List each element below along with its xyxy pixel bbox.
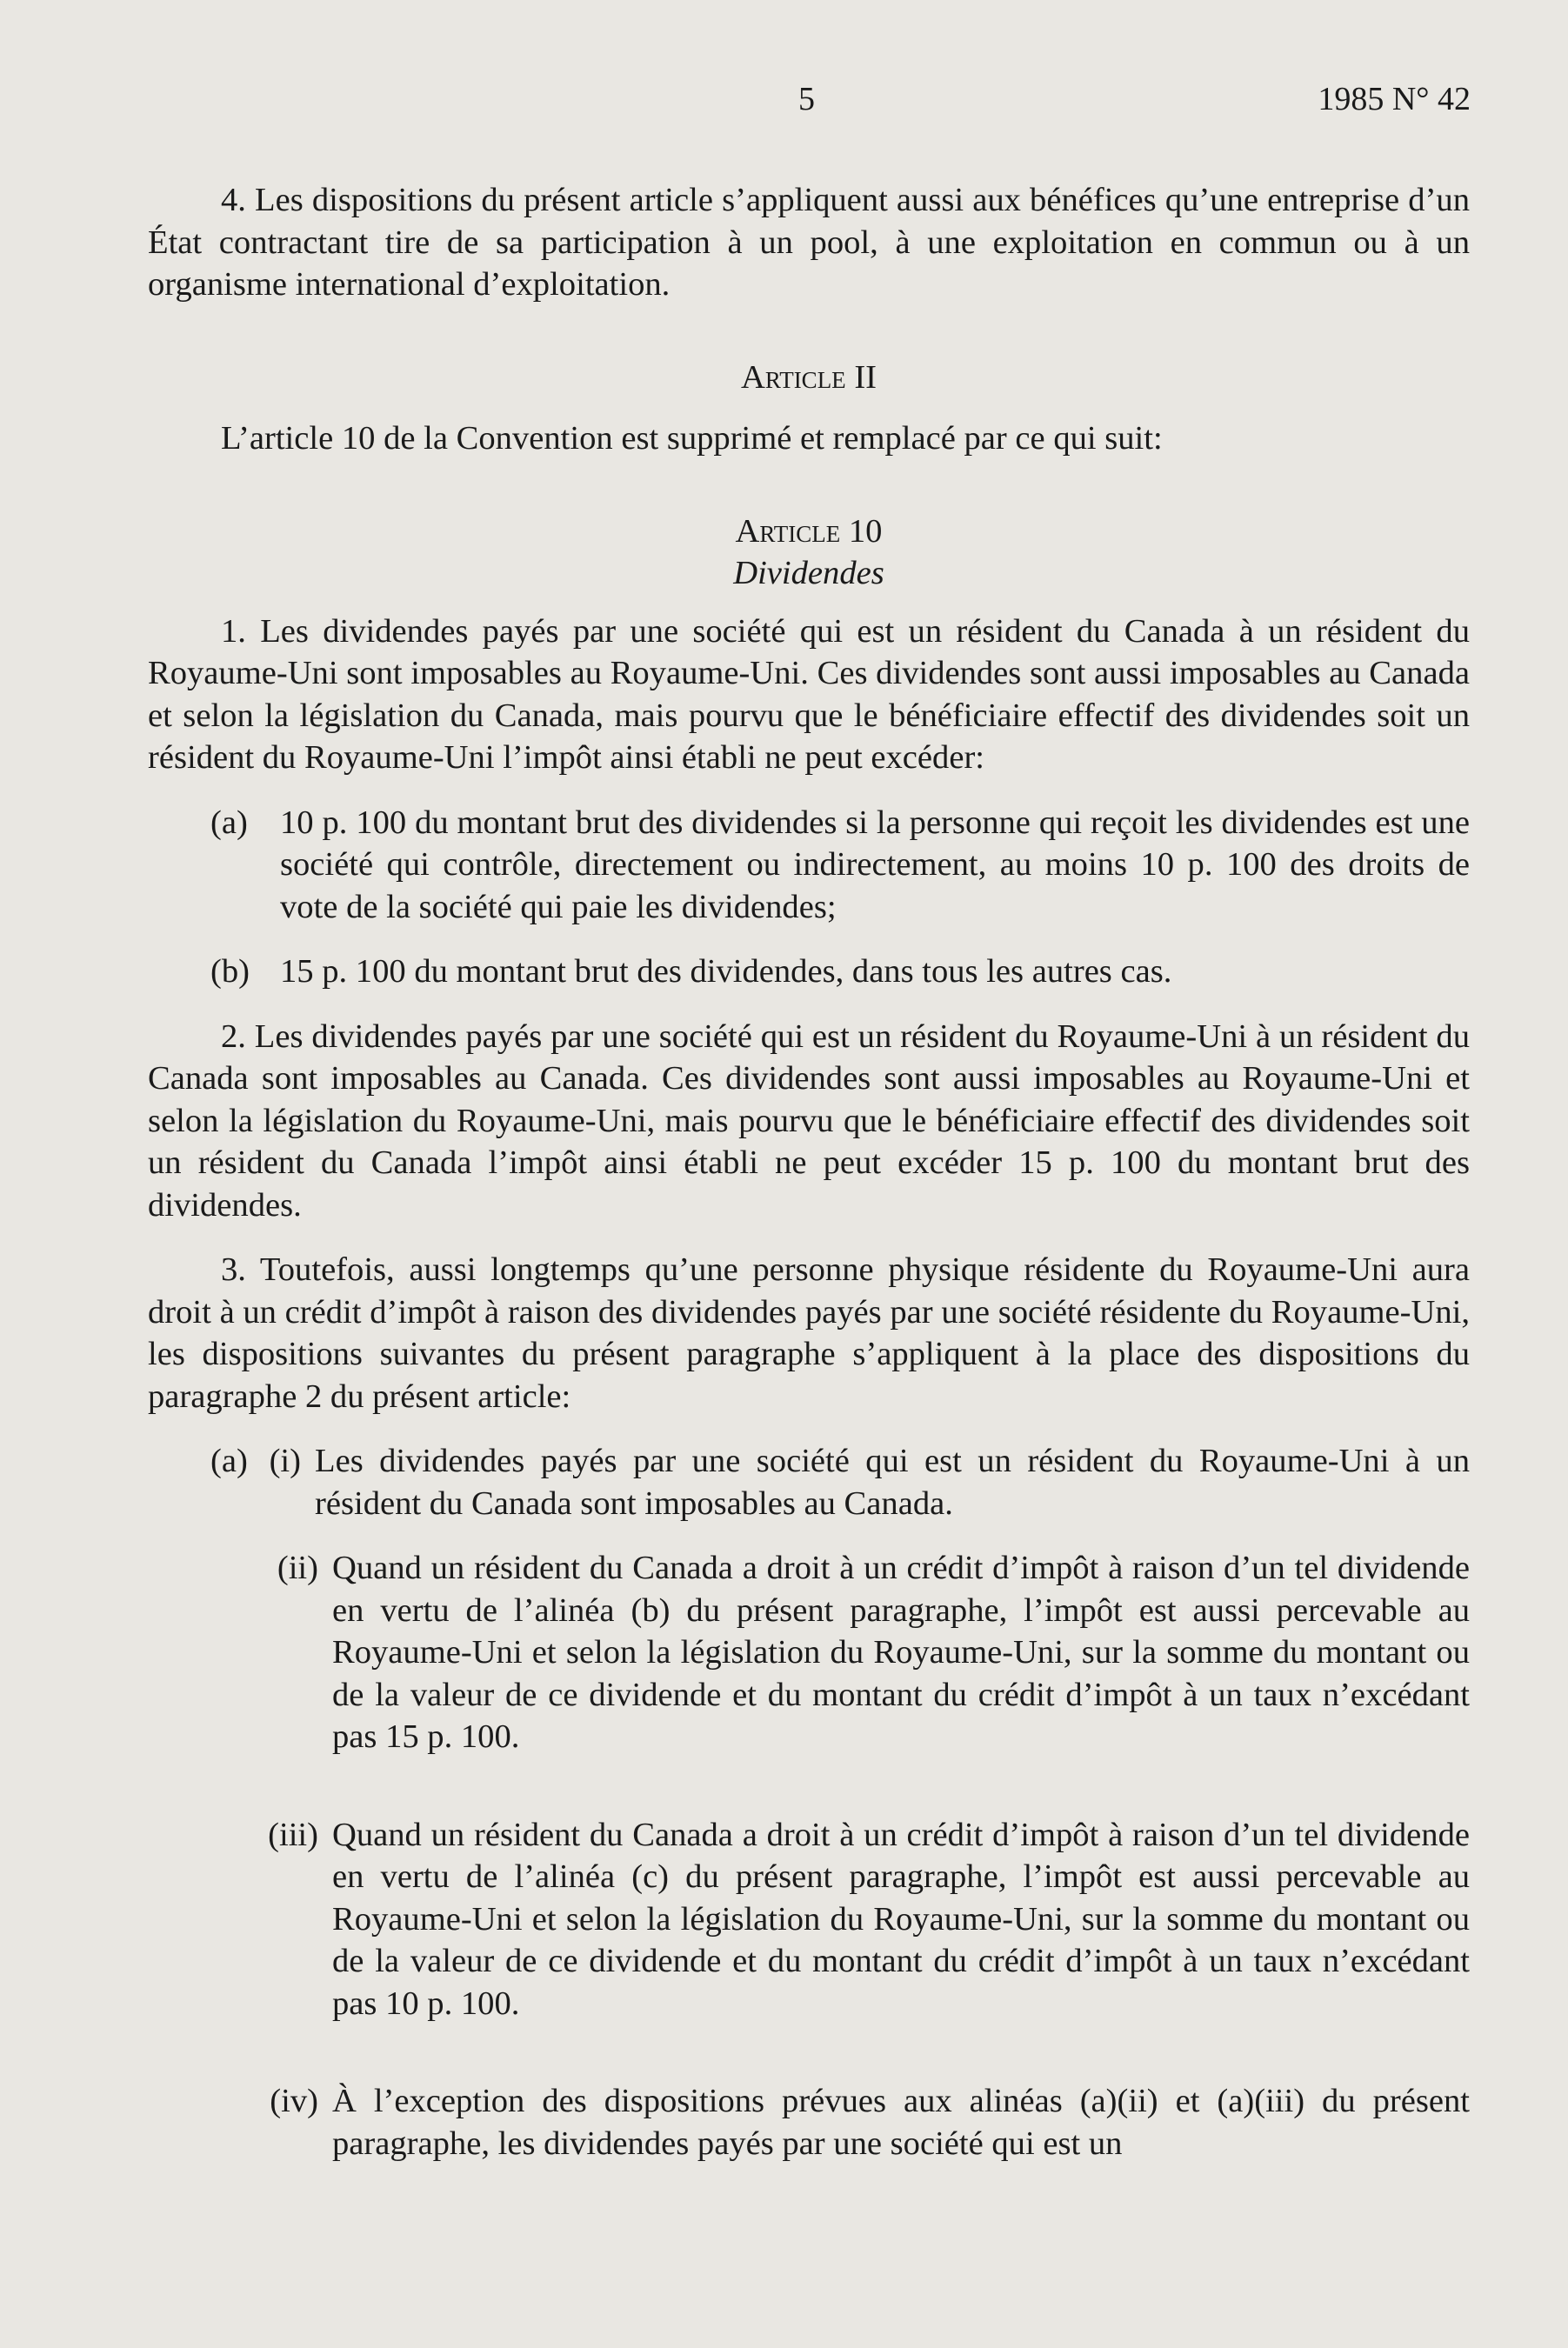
item-label: (b): [210, 953, 250, 990]
paragraph-3-item-a-iv: [148, 2080, 1470, 2165]
article-10-paragraph-3: 3. Toutefois, aussi longtemps qu’une personne physique résidente du Royaume-Uni aura droit à un crédit d’impôt à raison des dividendes payés par une société résidente du Royaume-Uni, les dispositions suivantes du présent paragraphe s’appliquent à la place des dispositions du paragraphe 2 du présent article:: [148, 1251, 1470, 1415]
subitem-label: (i): [269, 1443, 301, 1479]
subitem-text: Les dividendes payés par une société qui est un résident du Royaume-Uni à un résident du Canada sont imposables au Canada.: [315, 1443, 1470, 1522]
article-10-paragraph-2: 2. Les dividendes payés par une société qui est un résident du Royaume-Uni à un résident du Canada sont imposables au Canada. Ces dividendes sont aussi imposables au Royaume-Uni et selon la législation du Royaume-Uni, mais pourvu que le bénéficiaire effectif des dividendes soit un résident du Canada l’impôt ainsi établi ne peut excéder 15 p. 100 du montant brut des dividendes.: [148, 1017, 1470, 1224]
subitem-text: Quand un résident du Canada a droit à un crédit d’impôt à raison d’un tel dividende en vertu de l’alinéa (c) du présent paragraphe, l’impôt est aussi percevable au Royaume-Uni et selon la législation du Royaume-Uni, sur la somme du montant ou de la valeur de ce dividende et du montant du crédit d’impôt à un taux n’excédant pas 10 p. 100.: [332, 1816, 1470, 2022]
page-number: 5: [798, 81, 815, 117]
page-header: [0, 80, 1568, 123]
article-10-paragraph-1: 1. Les dividendes payés par une société qui est un résident du Canada à un résident du Royaume-Uni sont imposables au Royaume-Uni. Ces dividendes sont aussi imposables au Canada et selon la législation du Canada, mais pourvu que le bénéficiaire effectif des dividendes soit un résident du Royaume-Uni l’impôt ainsi établi ne peut excéder:: [148, 612, 1470, 776]
year-number: 1985 N° 42: [1318, 81, 1471, 117]
paragraph-3-item-a-ii: [148, 1547, 1470, 1758]
paragraph-1-item-b: [148, 951, 1470, 993]
subitem-label: (iv): [270, 2083, 318, 2119]
subitem-text: Quand un résident du Canada a droit à un crédit d’impôt à raison d’un tel dividende en vertu de l’alinéa (b) du présent paragraphe, l’impôt est aussi percevable au Royaume-Uni et selon la législation du Royaume-Uni, sur la somme du montant ou de la valeur de ce dividende et du montant du crédit d’impôt à un taux n’excédant pas 15 p. 100.: [332, 1550, 1470, 1755]
paragraph-4: 4. Les dispositions du présent article s’appliquent aussi aux bénéfices qu’une entreprise d’un État contractant tire de sa participation à un pool, à une exploitation en commun ou à un organisme international d’exploitation.: [148, 182, 1470, 303]
paragraph-3-item-a-i: [148, 1440, 1470, 1524]
article-ii-text: L’article 10 de la Convention est supprimé et remplacé par ce qui suit:: [221, 420, 1163, 457]
subitem-label: (ii): [277, 1550, 318, 1586]
item-label: (a): [210, 1443, 248, 1479]
subitem-text: À l’exception des dispositions prévues aux alinéas (a)(ii) et (a)(iii) du présent paragraphe, les dividendes payés par une société qui est un: [332, 2083, 1470, 2162]
subitem-label: (iii): [268, 1816, 318, 1853]
article-10-heading: Article 10: [735, 512, 883, 550]
item-label: (a): [210, 804, 248, 841]
article-ii-heading: Article II: [740, 358, 877, 396]
paragraph-3-item-a-iii: [148, 1814, 1470, 2025]
article-10-subtitle: Dividendes: [733, 555, 884, 591]
item-text: 10 p. 100 du montant brut des dividendes si la personne qui reçoit les dividendes est une société qui contrôle, directement ou indirectement, au moins 10 p. 100 des droits de vote de la société qui paie les dividendes;: [280, 804, 1470, 925]
document-body: [148, 179, 1470, 2165]
paragraph-1-item-a: [148, 802, 1470, 929]
item-text: 15 p. 100 du montant brut des dividendes, dans tous les autres cas.: [280, 953, 1172, 990]
